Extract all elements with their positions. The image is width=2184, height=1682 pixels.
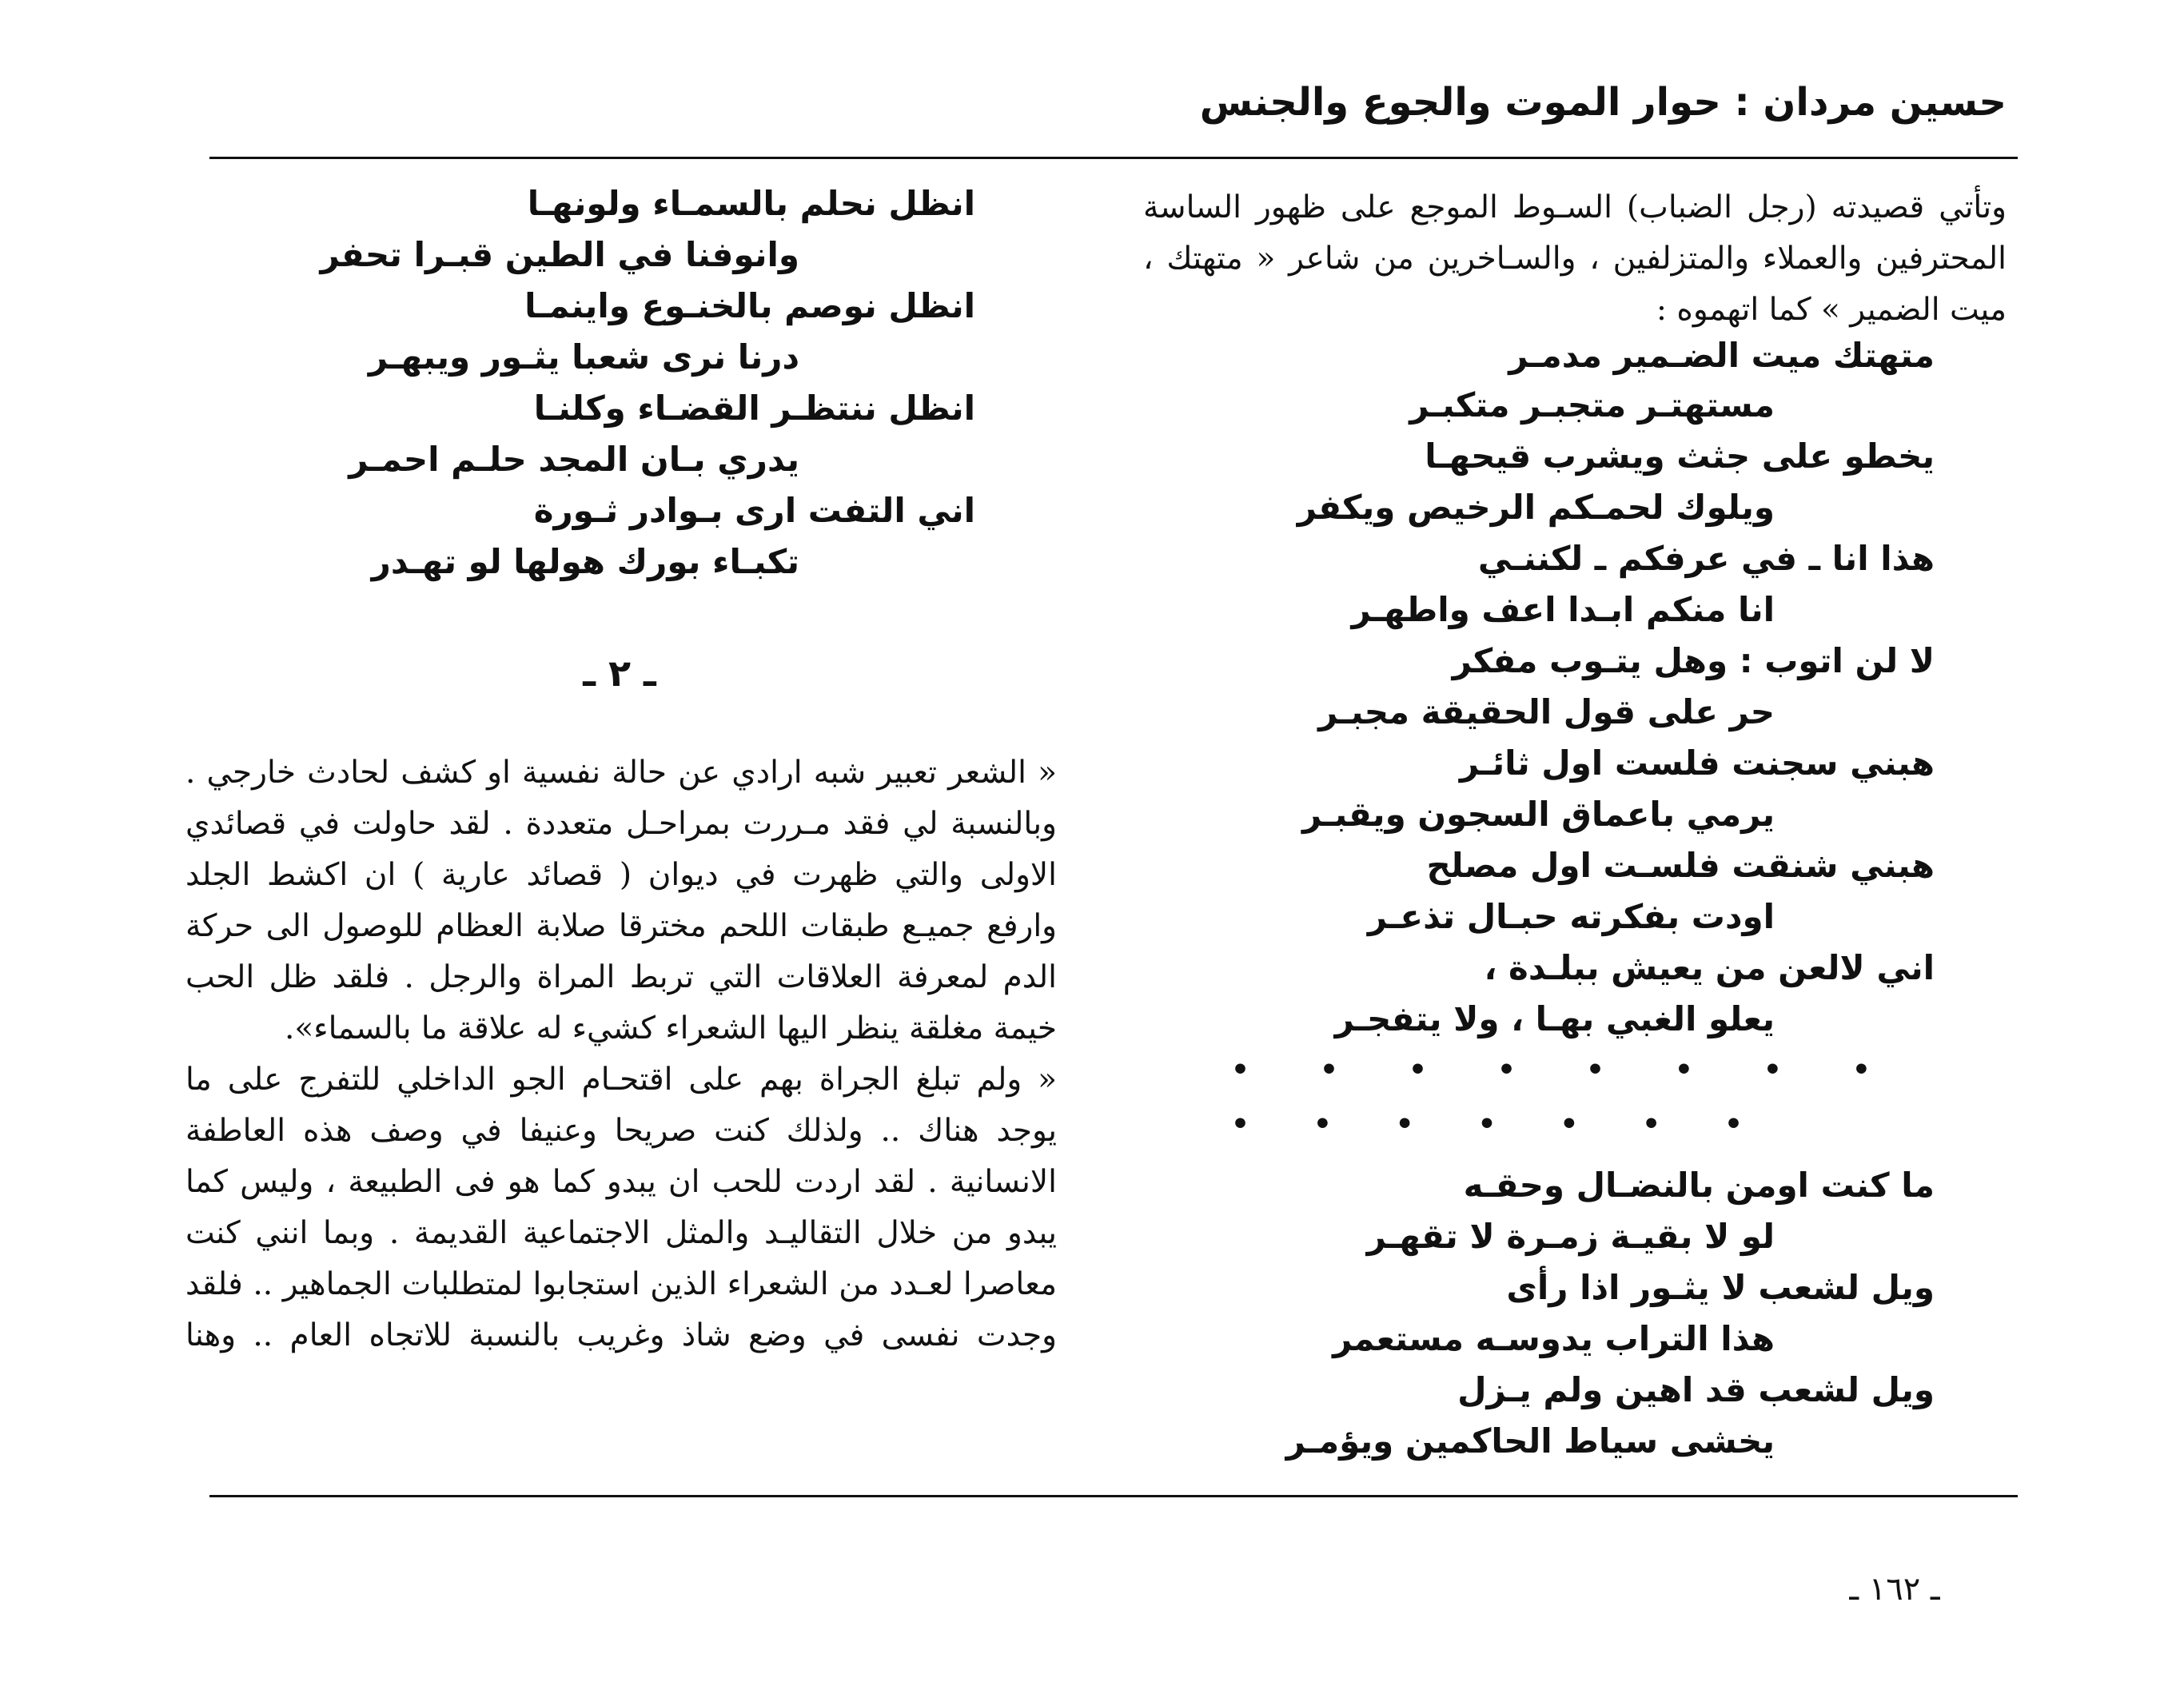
verse-line-left: اني التفت ارى بـوادر ثـورة: [533, 491, 975, 530]
verse-line-right: لا لن اتوب : وهل يتـوب مفكر: [1452, 641, 1935, 680]
verse-line-left: انظل ننتظـر القضـاء وكلنـا: [533, 389, 975, 428]
verse-line-right: مستهتـر متجبـر متكبـر: [1409, 385, 1775, 424]
verse-line-right: انا منكم ابـدا اعف واطهـر: [1351, 590, 1775, 629]
ellipsis-dots-row: • • • • • • •: [1231, 1108, 1743, 1141]
footer-rule: [209, 1495, 2018, 1497]
verse-line-right: ويل لشعب لا يثـور اذا رأى: [1506, 1268, 1935, 1307]
quote-block: [185, 747, 1057, 1361]
verse-line-left: انظل نحلم بالسمـاء ولونهـا: [527, 184, 975, 223]
verse-line-right: هبني سجنت فلست اول ثائـر: [1459, 743, 1935, 783]
right-column-intro: وتأتي قصيدته (رجل الضباب) السـوط الموجع على ظهور الساسة المحترفين والعملاء والمتزلفين ، والسـاخرين من شاعر « متهتك ، ميت الضمير » كما اتهموه :: [1143, 189, 2007, 328]
verse-line-right: حر على قول الحقيقة مجبـر: [1318, 692, 1775, 731]
header-rule: [209, 157, 2018, 159]
page-number: ـ ١٦٢ ـ: [1849, 1571, 1940, 1608]
verse-line-right: هذا انا ـ في عرفكم ـ لكننـي: [1477, 539, 1935, 578]
verse-line-right: هبني شنقت فلسـت اول مصلح: [1426, 846, 1935, 885]
verse-line-right: لو لا بقيـة زمـرة لا تقهـر: [1366, 1217, 1775, 1256]
verse-line-right: اودت بفكرته حبـال تذعـر: [1367, 897, 1775, 936]
quote-paragraph: « ولم تبلغ الجراة بهم على اقتحـام الجو الداخلي للتفرج على ما يوجد هناك .. ولذلك كنت صريحا وعنيفا في وصف هذه العاطفة الانسانية . لقد اردت للحب ان يبدو كما هو فى الطبيعة ، وليس كما يبدو من خلال التقاليـد والمثل الاجتماعية القديمة . وبما انني كنت معاصرا لعـدد من الشعراء الذين استجابوا لمتطلبات الجماهير .. فلقد وجدت نفسى في وضع شاذ وغريب بالنسبة للاتجاه العام .. وهنا: [185, 1062, 1057, 1353]
verse-line-right: اني لالعن من يعيش ببلـدة ،: [1484, 948, 1935, 987]
verse-line-left: درنا نرى شعبا يثـور ويبهـر: [368, 337, 799, 377]
verse-line-right: يعلو الغبي بهـا ، ولا يتفجـر: [1334, 999, 1775, 1038]
ellipsis-dots-row: • • • • • • • •: [1231, 1054, 1871, 1086]
page-header-title: حسين مردان : حوار الموت والجوع والجنس: [1199, 80, 2007, 125]
verse-line-right: يخطو على جثث ويشرب قيحهـا: [1425, 436, 1935, 476]
verse-line-left: يدري بـان المجد حلـم احمـر: [349, 440, 799, 479]
verse-line-left: وانوفنا في الطين قبـرا تحفر: [320, 235, 799, 274]
verse-line-left: انظل نوصم بالخنـوع واينمـا: [524, 286, 975, 325]
verse-line-right: هذا التراب يدوسـه مستعمر: [1333, 1319, 1775, 1358]
verse-line-left: تكبـاء بورك هولها لو تهـدر: [371, 542, 799, 581]
verse-line-right: ويلوك لحمـكم الرخيص ويكفر: [1297, 488, 1775, 527]
verse-line-right: يخشى سياط الحاكمين ويؤمـر: [1285, 1421, 1775, 1461]
verse-line-right: متهتك ميت الضـمير مدمـر: [1508, 336, 1935, 375]
quote-paragraph: « الشعر تعبير شبه ارادي عن حالة نفسية او كشف لحادث خارجي . وبالنسبة لي فقد مـررت بمراحـل متعددة . لقد حاولت في قصائدي الاولى والتي ظهرت في ديوان ( قصائد عارية ) ان اكشط الجلد وارفع جميـع طبقات اللحم مخترقا صلابة العظام للوصول الى حركة الدم لمعرفة العلاقات التي تربط المراة والرجل . فلقد ظل الحب خيمة مغلقة ينظر اليها الشعراء كشيء له علاقة ما بالسماء».: [185, 755, 1057, 1046]
verse-line-right: يرمي باعماق السجون ويقبـر: [1301, 795, 1775, 834]
verse-line-right: ويل لشعب قد اهين ولم يـزل: [1457, 1370, 1935, 1409]
verse-line-right: ما كنت اومن بالنضـال وحقـه: [1463, 1166, 1935, 1205]
section-number: ـ ٢ ـ: [583, 652, 656, 695]
